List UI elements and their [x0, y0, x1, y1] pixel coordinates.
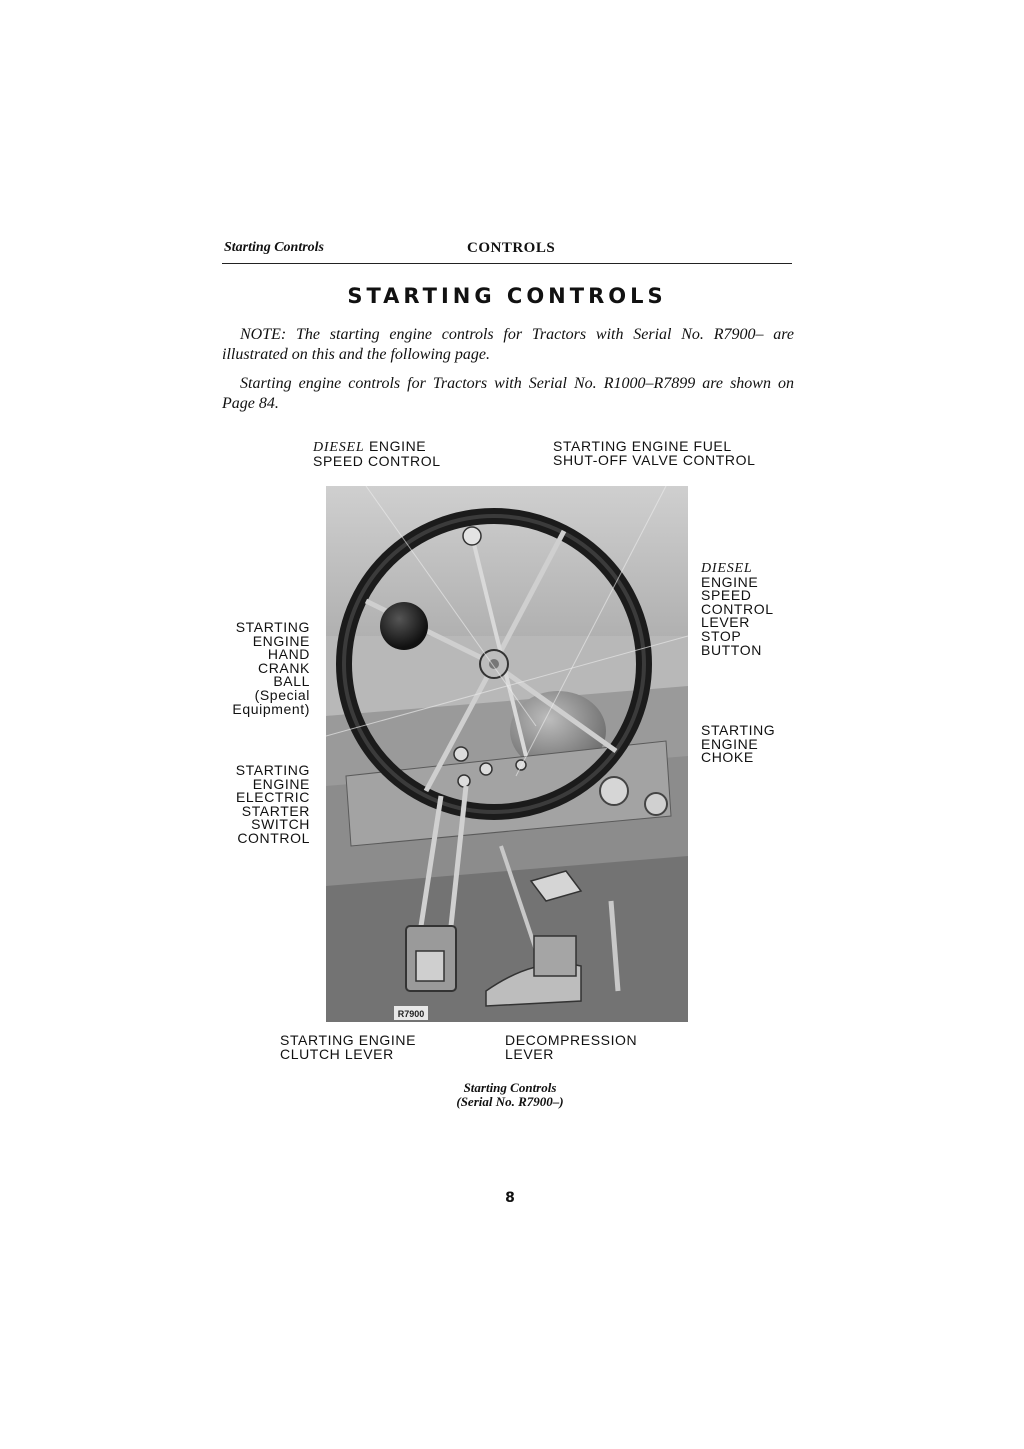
label-hand-crank-ball: STARTING ENGINE HAND CRANK BALL (Special Equipment) — [232, 619, 310, 717]
running-header-left: Starting Controls — [224, 240, 324, 255]
header-rule — [222, 263, 792, 264]
photo-illustration — [326, 486, 688, 1022]
caption-line-1: Starting Controls — [463, 1080, 557, 1095]
page-number: 8 — [505, 1190, 515, 1206]
label-text-part: ENGINE SPEED CONTROL — [313, 438, 441, 469]
label-starting-engine-choke: STARTING ENGINE CHOKE — [701, 722, 776, 766]
figure-caption — [400, 1081, 620, 1109]
label-decompression-lever: DECOMPRESSION LEVER — [505, 1032, 638, 1062]
label-diesel-engine-speed-control — [313, 440, 441, 468]
label-italic-part: DIESEL — [313, 440, 365, 455]
label-speed-control-lever-stop-button — [701, 561, 774, 657]
controls-photograph — [326, 486, 688, 1022]
page-title: STARTING CONTROLS — [347, 284, 667, 308]
label-starting-engine-clutch-lever: STARTING ENGINE CLUTCH LEVER — [280, 1032, 417, 1062]
label-electric-starter-switch-control: STARTING ENGINE ELECTRIC STARTER SWITCH CONTROL — [235, 762, 310, 846]
label-text-part: ENGINE SPEED CONTROL LEVER STOP BUTTON — [701, 573, 774, 658]
running-header-center: CONTROLS — [467, 240, 556, 256]
photo-stamp: R7900 — [397, 1009, 425, 1019]
caption-line-2: (Serial No. R7900–) — [456, 1094, 564, 1109]
label-fuel-shutoff-valve-control: STARTING ENGINE FUEL SHUT-OFF VALVE CONTROL — [553, 438, 756, 468]
note-paragraph: Starting engine controls for Tractors with Serial No. R1000–R7899 are shown on Page 84. — [222, 375, 794, 412]
label-italic-part: DIESEL — [701, 561, 753, 576]
note-paragraph: NOTE: The starting engine controls for Tractors with Serial No. R7900– are illustrated on this and the following page. — [222, 326, 794, 363]
